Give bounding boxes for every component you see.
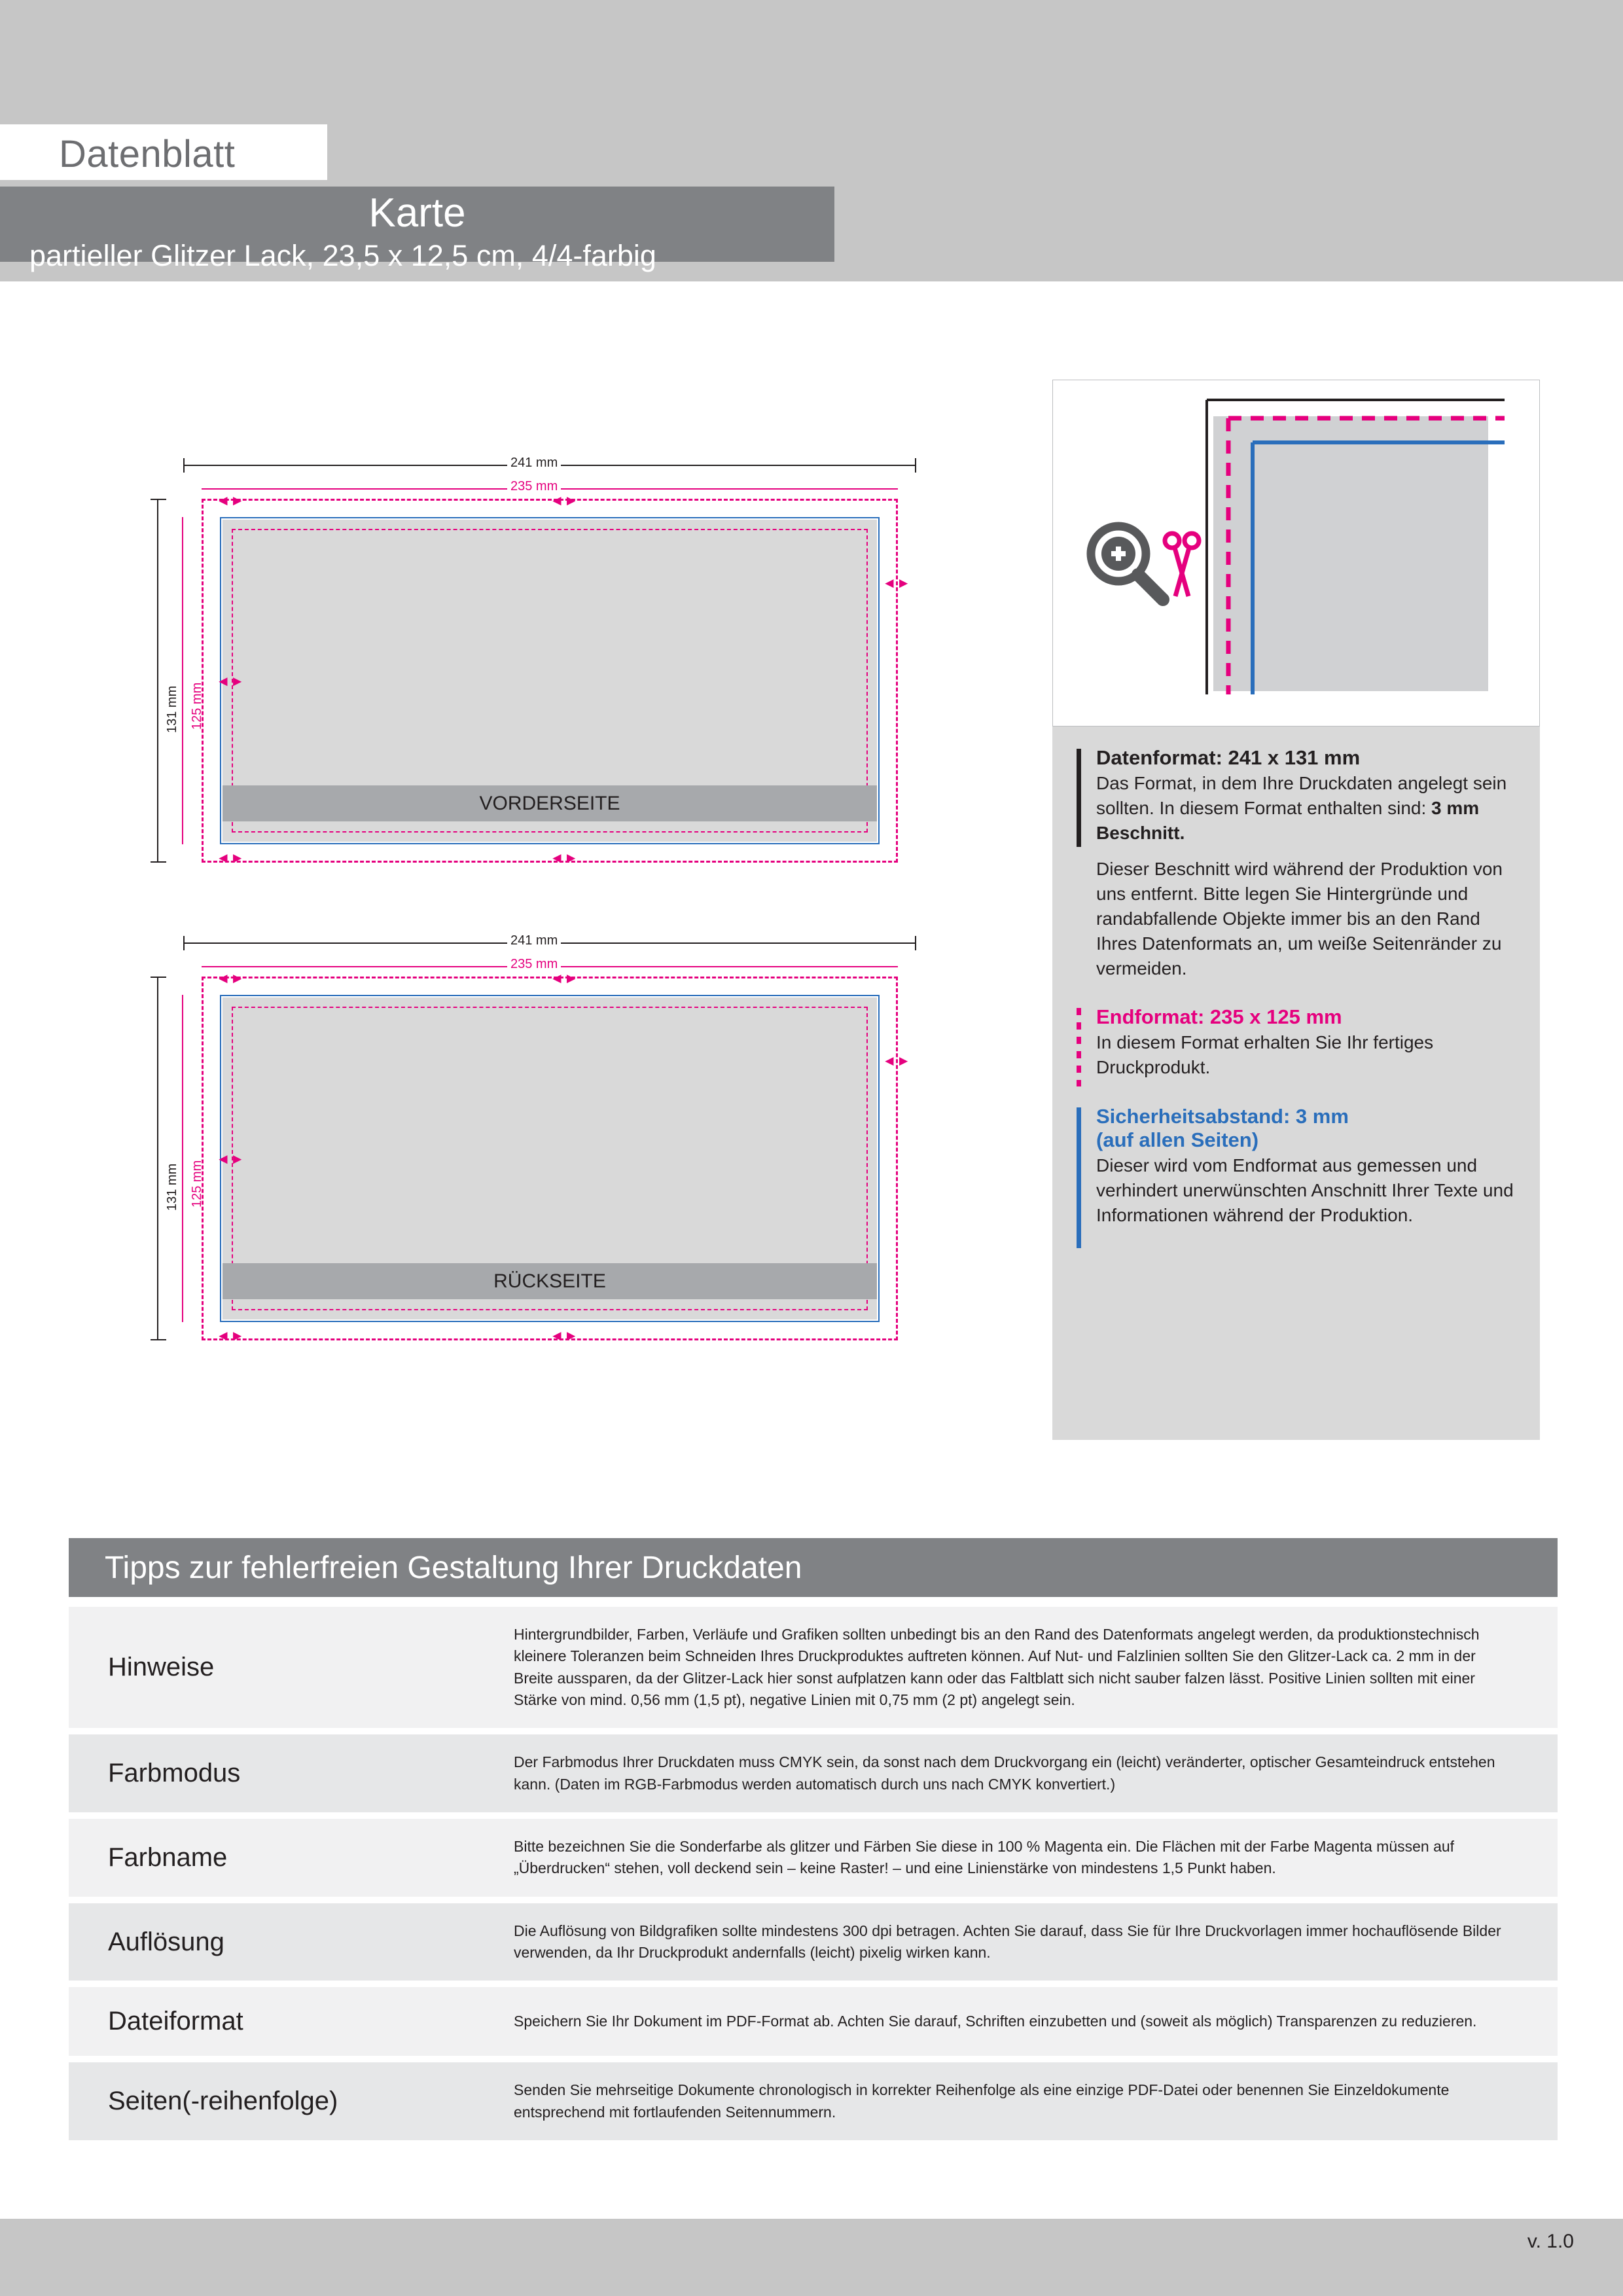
tip-label: Seiten(-reihenfolge) bbox=[108, 2087, 338, 2116]
dim-label-width-bleed-back: 241 mm bbox=[507, 933, 561, 948]
datasheet-title-tab bbox=[0, 124, 327, 180]
legend-body-endformat: In diesem Format erhalten Sie Ihr fertiges Druckprodukt. bbox=[1096, 1032, 1434, 1078]
legend-title-sicherheitsabstand: Sicherheitsabstand: 3 mm bbox=[1096, 1104, 1349, 1128]
dim-line-131-back bbox=[157, 977, 158, 1340]
dim-label-width-trim-back: 235 mm bbox=[507, 957, 561, 972]
dim-tick bbox=[151, 1339, 166, 1340]
bleed-arrow-marker: ◄► bbox=[550, 1327, 579, 1344]
dim-label-height-trim-front: 125 mm bbox=[190, 682, 204, 730]
tip-text: Hintergrundbilder, Farben, Verläufe und Grafiken sollten unbedingt bis an den Rand des Datenformats angelegt werden, da produktionstechnisch kleinere Toleranzen beim Schneiden Ihres Druckproduktes auftreten können. Auf Nut- und Falzlinien sollten Sie den Glitzer-Lack ca. 2 mm in der Breite aussparen, da der Glitzer-Lack hier sonst aufplatzen kann oder das Faltblatt sich nicht sauber falzen lässt. Positive Linien sollten mit einer Stärke von mind. 0,56 mm (1,5 pt), negative Linien mit 0,75 mm (2 pt) angelegt sein. bbox=[514, 1626, 1480, 1709]
footer-band bbox=[0, 2219, 1623, 2296]
legend-body-datenformat-text: Das Format, in dem Ihre Druckdaten angelegt sein sollten. In diesem Format enthalten sind: bbox=[1096, 773, 1507, 818]
legend-item-datenformat bbox=[1077, 746, 1522, 980]
tip-text: Die Auflösung von Bildgrafiken sollte mindestens 300 dpi betragen. Achten Sie darauf, dass Sie für Ihre Druckvorlagen immer hochauflösende Bilder verwenden, da Ihr Druckprodukt andernfalls (leicht) pixelig wirken kann. bbox=[514, 1922, 1501, 1962]
dim-tick bbox=[915, 458, 916, 473]
bleed-arrow-marker: ◄► bbox=[216, 850, 245, 866]
legend-list bbox=[1077, 746, 1522, 1247]
dim-line-125-back bbox=[182, 995, 183, 1322]
tip-text: Der Farbmodus Ihrer Druckdaten muss CMYK sein, da sonst nach dem Druckvorgang ein (leicht) veränderter, optischer Gesamteindruck entstehen kann. (Daten im RGB-Farbmodus werden automatisch durch uns nach CMYK konvertiert.) bbox=[514, 1753, 1495, 1793]
table-row bbox=[69, 1819, 1558, 1897]
table-row bbox=[69, 2062, 1558, 2140]
page-title: Datenblatt bbox=[59, 133, 236, 175]
datenformat-marker-icon bbox=[1077, 749, 1081, 847]
dim-label-height-trim-back: 125 mm bbox=[190, 1160, 204, 1208]
bleed-arrow-marker: ◄► bbox=[216, 1327, 245, 1344]
dim-tick bbox=[915, 936, 916, 950]
dim-tick bbox=[151, 977, 166, 978]
tip-label: Auflösung bbox=[108, 1927, 224, 1956]
back-card-diagram bbox=[151, 933, 911, 1344]
dim-tick bbox=[151, 499, 166, 500]
bleed-arrow-marker: ◄► bbox=[550, 850, 579, 866]
legend-body-datenformat-bold: 3 mm Beschnitt. bbox=[1096, 797, 1480, 843]
corner-preview-box bbox=[1052, 380, 1540, 726]
table-row bbox=[69, 1734, 1558, 1812]
bleed-arrow-marker: ◄► bbox=[882, 1052, 911, 1069]
tip-label: Farbmodus bbox=[108, 1759, 241, 1788]
table-row bbox=[69, 1607, 1558, 1728]
endformat-marker-icon bbox=[1077, 1008, 1081, 1086]
table-row bbox=[69, 1987, 1558, 2056]
bleed-arrow-marker: ◄► bbox=[216, 1151, 245, 1167]
legend-title-endformat: Endformat: 235 x 125 mm bbox=[1096, 1005, 1342, 1029]
corner-detail-illustration bbox=[1053, 380, 1541, 727]
legend-body-datenformat-2: Dieser Beschnitt wird während der Produktion von uns entfernt. Bitte legen Sie Hintergründe und randabfallende Objekte immer bis an den Rand Ihres Datenformats an, um weiße Seitenränder zu vermeiden. bbox=[1096, 859, 1503, 978]
legend-item-sicherheitsabstand bbox=[1077, 1105, 1522, 1227]
version-label: v. 1.0 bbox=[1527, 2231, 1574, 2252]
dim-tick bbox=[183, 458, 185, 473]
front-side-label: VORDERSEITE bbox=[223, 785, 877, 821]
tips-header-title: Tipps zur fehlerfreien Gestaltung Ihrer Druckdaten bbox=[105, 1551, 802, 1585]
bleed-arrow-marker: ◄► bbox=[550, 492, 579, 509]
dim-line-131-front bbox=[157, 499, 158, 863]
bleed-arrow-marker: ◄► bbox=[550, 970, 579, 986]
dim-label-height-bleed-front: 131 mm bbox=[165, 685, 179, 733]
legend-title-datenformat: Datenformat: 241 x 131 mm bbox=[1096, 746, 1361, 769]
bleed-arrow-marker: ◄► bbox=[216, 970, 245, 986]
tip-label: Dateiformat bbox=[108, 2007, 243, 2036]
dim-label-height-bleed-back: 131 mm bbox=[165, 1163, 179, 1211]
dim-label-width-bleed-front: 241 mm bbox=[507, 456, 561, 471]
legend-item-endformat bbox=[1077, 1005, 1522, 1080]
bleed-arrow-marker: ◄► bbox=[216, 492, 245, 509]
dim-label-width-trim-front: 235 mm bbox=[507, 479, 561, 494]
front-card-diagram bbox=[151, 458, 910, 864]
legend-body-sicherheitsabstand: Dieser wird vom Endformat aus gemessen und verhindert unerwünschten Anschnitt Ihrer Texte und Informationen während der Produktion. bbox=[1096, 1155, 1514, 1225]
product-name: Karte bbox=[368, 190, 466, 236]
tip-text: Speichern Sie Ihr Dokument im PDF-Format ab. Achten Sie darauf, Schriften einzubetten und (soweit als möglich) Transparenzen zu reduzieren. bbox=[514, 2013, 1477, 2030]
dim-line-125-front bbox=[182, 517, 183, 844]
dim-tick bbox=[151, 861, 166, 863]
table-row bbox=[69, 1903, 1558, 1981]
tip-label: Hinweise bbox=[108, 1653, 215, 1682]
product-spec: partieller Glitzer Lack, 23,5 x 12,5 cm, 4/4-farbig bbox=[29, 239, 656, 272]
bleed-arrow-marker: ◄► bbox=[882, 575, 911, 591]
tip-text: Senden Sie mehrseitige Dokumente chronologisch in korrekter Reihenfolge als eine einzige PDF-Datei oder benennen Sie Einzeldokumente entsprechend mit fortlaufenden Seitennummern. bbox=[514, 2081, 1450, 2121]
bleed-arrow-marker: ◄► bbox=[216, 673, 245, 689]
tips-table bbox=[69, 1607, 1558, 2147]
legend-subtitle-sicherheitsabstand: (auf allen Seiten) bbox=[1096, 1128, 1259, 1151]
legend-body-datenformat bbox=[1096, 771, 1522, 845]
tip-text: Bitte bezeichnen Sie die Sonderfarbe als glitzer und Färben Sie diese in 100 % Magenta ein. Die Flächen mit der Farbe Magenta müssen auf „Überdrucken“ stehen, voll deckend sein – keine Raster! – und eine Linienstärke von mindestens 1,5 Punkt haben. bbox=[514, 1838, 1455, 1877]
back-side-label: RÜCKSEITE bbox=[223, 1263, 877, 1299]
tip-label: Farbname bbox=[108, 1842, 228, 1872]
sicherheitsabstand-marker-icon bbox=[1077, 1107, 1081, 1248]
dim-tick bbox=[183, 936, 185, 950]
tips-header-band bbox=[69, 1538, 1558, 1597]
